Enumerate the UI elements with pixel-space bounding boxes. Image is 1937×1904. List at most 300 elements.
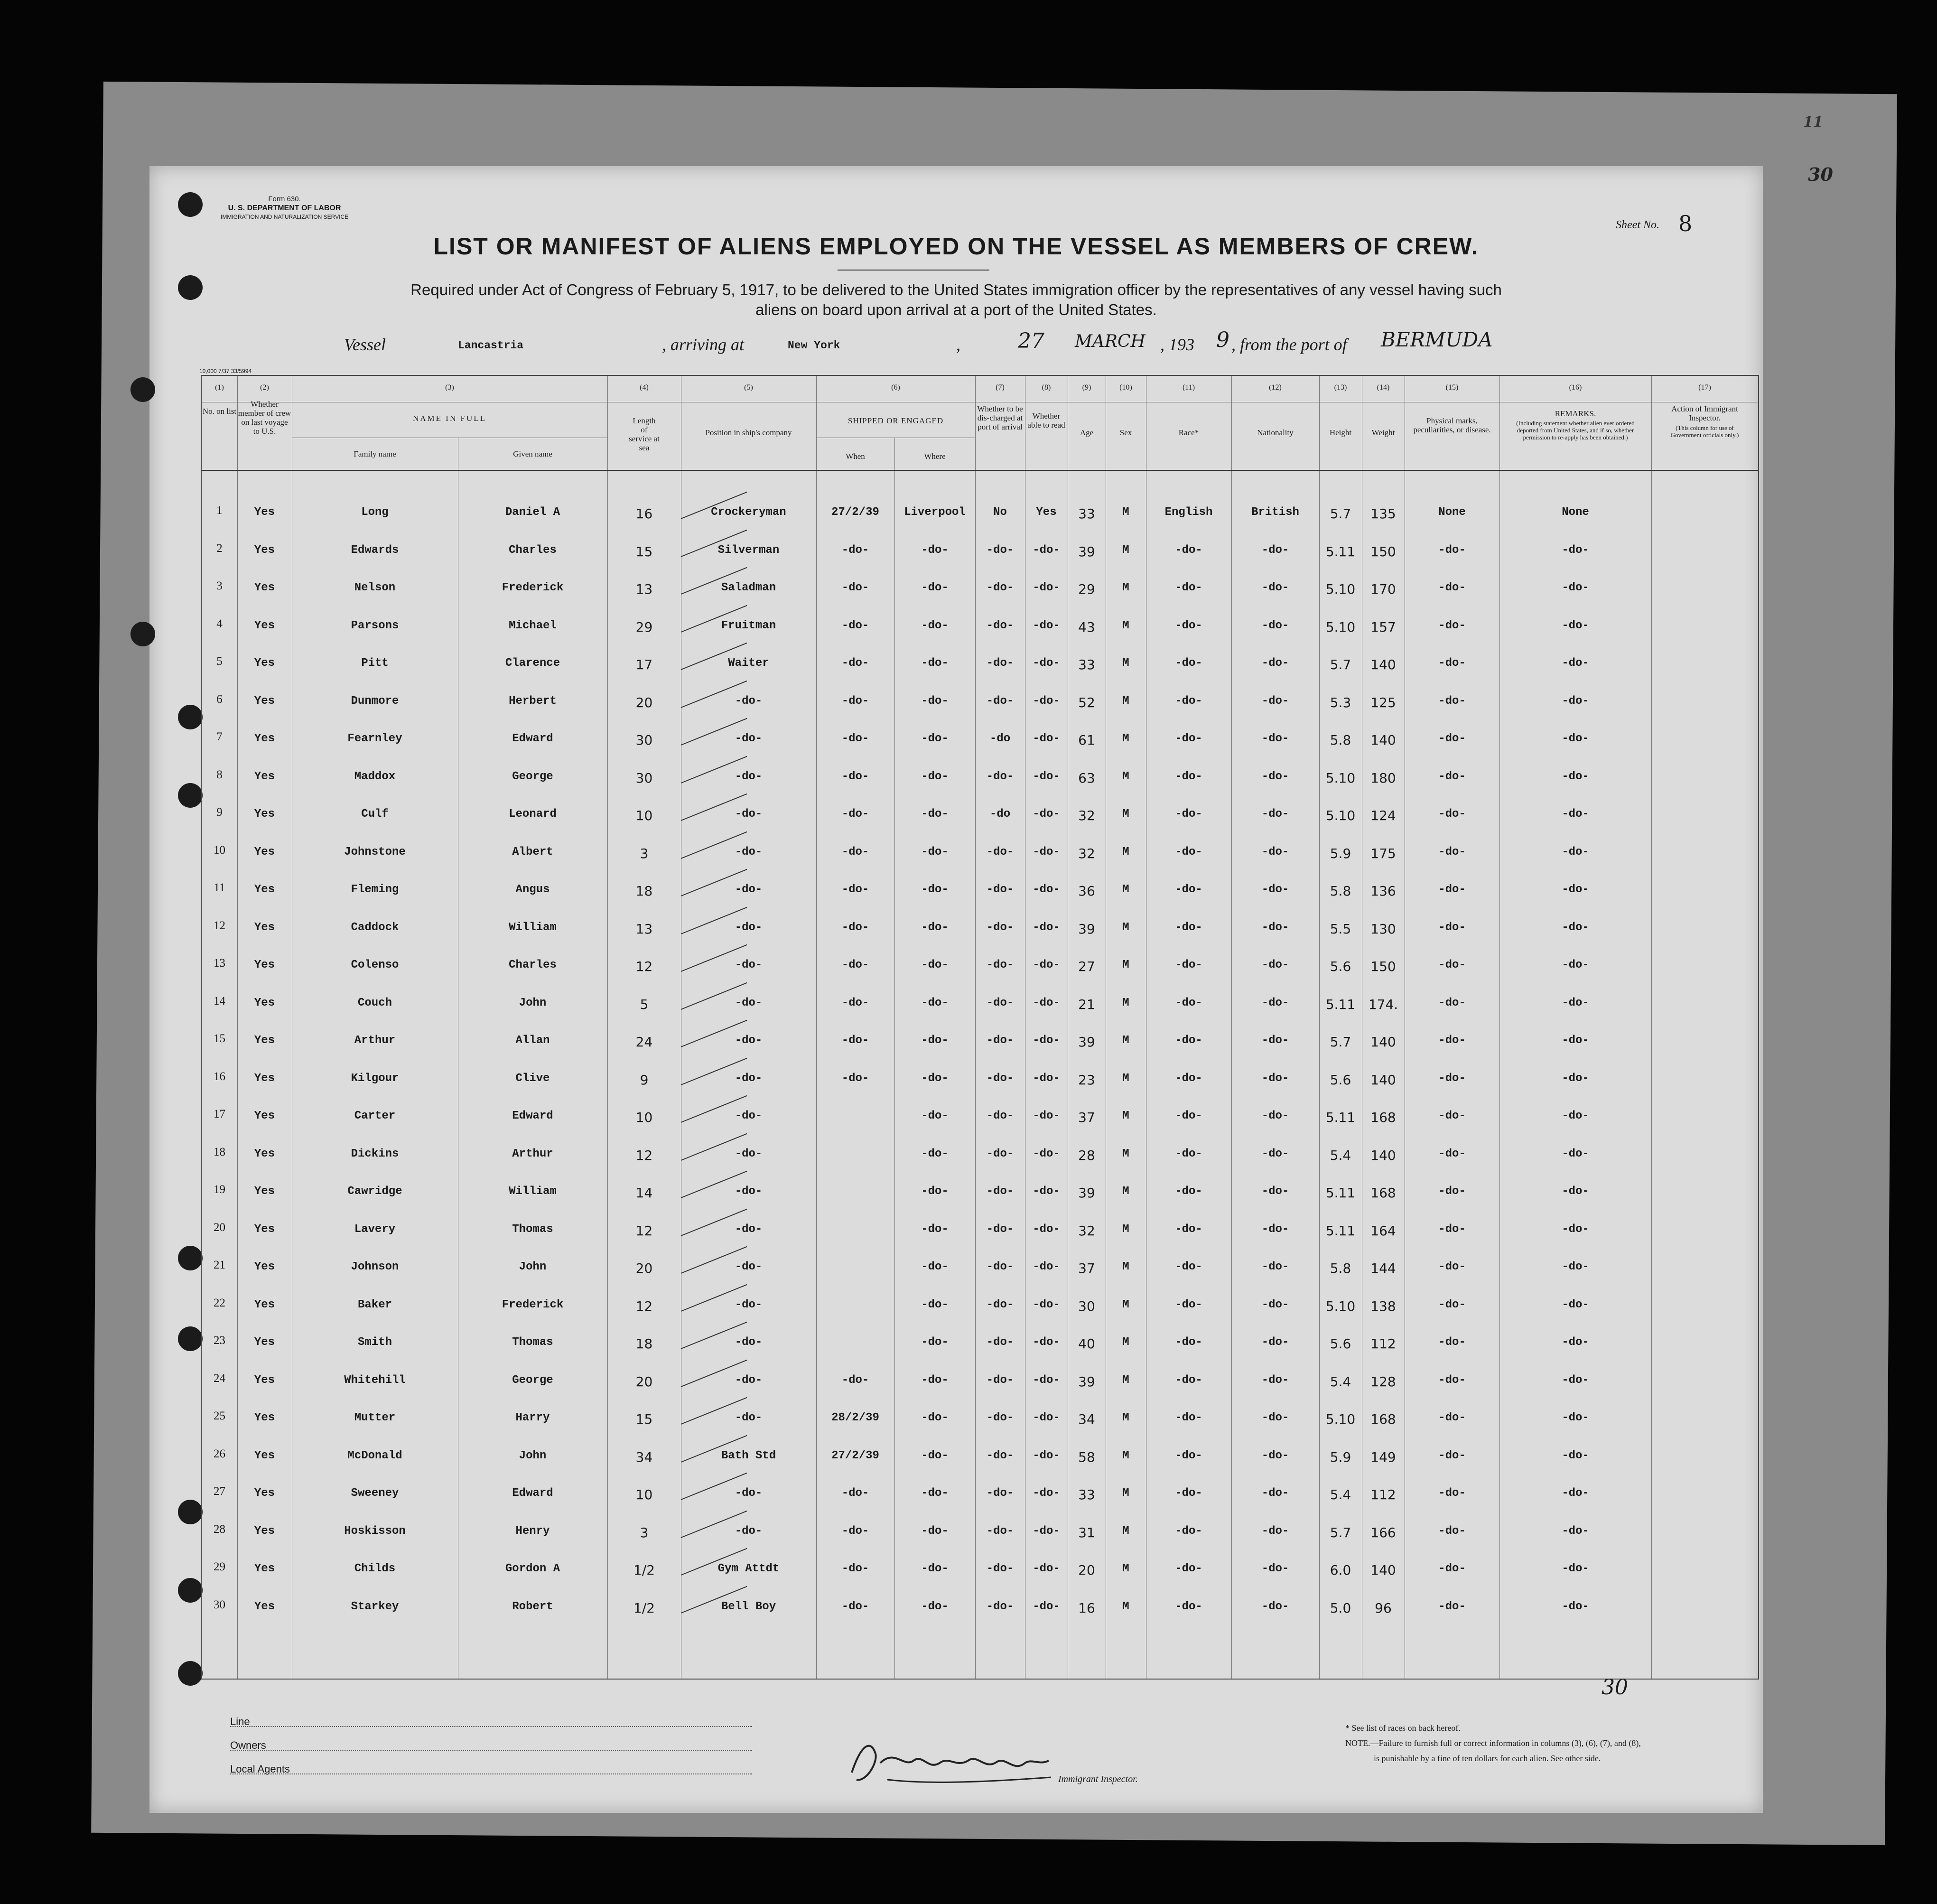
row-physical-marks: -do- — [1438, 1449, 1466, 1462]
row-age: 52 — [1078, 694, 1095, 710]
row-able-to-read: -do- — [1033, 1524, 1060, 1538]
row-number: 7 — [216, 730, 223, 743]
row-length-of-service: 13 — [635, 581, 653, 597]
row-sex: M — [1122, 770, 1129, 783]
row-age: 32 — [1078, 808, 1095, 823]
row-race: -do- — [1175, 1336, 1202, 1349]
table-row — [202, 1070, 1758, 1108]
table-row — [202, 1108, 1758, 1146]
row-length-of-service: 34 — [635, 1449, 653, 1465]
row-shipped-where: -do- — [921, 1487, 949, 1500]
row-member-yes: Yes — [254, 1411, 275, 1424]
row-height: 5.4 — [1330, 1147, 1351, 1163]
vessel-comma: , — [956, 335, 960, 354]
row-nationality: -do- — [1261, 1185, 1289, 1198]
arrival-port: New York — [788, 339, 840, 352]
row-member-yes: Yes — [254, 1487, 275, 1500]
row-discharged: -do- — [986, 1260, 1014, 1273]
row-race: -do- — [1175, 1298, 1202, 1311]
header-length-service: Length of service at sea — [629, 416, 660, 452]
row-remarks: -do- — [1562, 1185, 1589, 1198]
row-position: -do- — [735, 1223, 763, 1236]
row-weight: 144 — [1370, 1260, 1396, 1276]
row-shipped-where: -do- — [921, 1373, 949, 1387]
crew-table — [201, 375, 1759, 1680]
column-number: (10) — [1119, 383, 1132, 392]
row-shipped-where: -do- — [921, 1260, 949, 1273]
row-weight: 130 — [1370, 921, 1396, 937]
row-position: -do- — [735, 1072, 763, 1085]
row-able-to-read: -do- — [1033, 657, 1060, 670]
header-action-inspector: Action of Immigrant Inspector. — [1671, 404, 1738, 422]
row-position: -do- — [735, 732, 763, 745]
row-member-yes: Yes — [254, 1185, 275, 1198]
row-nationality: -do- — [1261, 1449, 1289, 1462]
row-weight: 140 — [1370, 657, 1396, 672]
row-race: -do- — [1175, 1034, 1202, 1047]
row-member-yes: Yes — [254, 1147, 275, 1160]
row-family-name: Mutter — [354, 1411, 396, 1424]
row-remarks: -do- — [1562, 996, 1589, 1009]
row-weight: 168 — [1370, 1110, 1396, 1125]
row-discharged: -do- — [986, 581, 1014, 594]
row-weight: 168 — [1370, 1411, 1396, 1427]
row-family-name: Couch — [357, 996, 392, 1009]
table-row — [202, 693, 1758, 731]
row-member-yes: Yes — [254, 1072, 275, 1085]
row-able-to-read: -do- — [1033, 1034, 1060, 1047]
row-family-name: Childs — [354, 1562, 396, 1575]
table-row — [202, 1032, 1758, 1070]
sheet-number — [1616, 208, 1693, 236]
row-age: 30 — [1078, 1298, 1095, 1314]
row-length-of-service: 12 — [635, 1223, 653, 1239]
table-row — [202, 1183, 1758, 1221]
table-row — [202, 957, 1758, 995]
row-remarks: -do- — [1562, 1034, 1589, 1047]
header-discharged: Whether to be dis-charged at port of arrival — [977, 404, 1023, 431]
row-shipped-when: -do- — [841, 581, 869, 594]
row-discharged: -do- — [986, 1298, 1014, 1311]
row-age: 36 — [1078, 883, 1095, 899]
row-discharged: -do- — [986, 657, 1014, 670]
row-discharged: -do- — [986, 1600, 1014, 1613]
header-remarks: REMARKS. — [1555, 409, 1596, 418]
row-shipped-when: -do- — [841, 657, 869, 670]
row-family-name: McDonald — [347, 1449, 402, 1462]
row-number: 3 — [216, 579, 223, 592]
row-race: -do- — [1175, 1411, 1202, 1424]
row-sex: M — [1122, 883, 1129, 896]
row-height: 5.6 — [1330, 959, 1351, 974]
row-length-of-service: 12 — [635, 1298, 653, 1314]
margin-number-c: 11 — [1803, 114, 1823, 131]
row-age: 39 — [1078, 1373, 1095, 1390]
footer-line-rule — [230, 1726, 752, 1727]
row-sex: M — [1122, 1336, 1129, 1349]
table-row — [202, 1485, 1758, 1523]
row-given-name: Robert — [512, 1600, 553, 1613]
row-length-of-service: 12 — [635, 959, 653, 974]
row-discharged: -do- — [986, 959, 1014, 971]
header-able-to-read: Whether able to read — [1027, 411, 1065, 429]
row-remarks: -do- — [1562, 619, 1589, 632]
punch-hole — [178, 1500, 203, 1524]
row-able-to-read: -do- — [1033, 921, 1060, 934]
arrival-month: MARCH — [1075, 332, 1145, 351]
row-number: 21 — [214, 1259, 225, 1271]
row-member-yes: Yes — [254, 1034, 275, 1047]
row-remarks: -do- — [1562, 543, 1589, 557]
row-physical-marks: -do- — [1438, 845, 1466, 859]
row-shipped-where: -do- — [921, 1110, 949, 1122]
row-shipped-where: -do- — [921, 1072, 949, 1085]
title-rule — [838, 270, 989, 271]
table-row — [202, 1297, 1758, 1335]
row-able-to-read: -do- — [1033, 1147, 1060, 1160]
row-race: -do- — [1175, 1524, 1202, 1538]
row-height: 5.3 — [1330, 694, 1351, 710]
row-age: 20 — [1078, 1562, 1095, 1578]
header-where: Where — [924, 452, 946, 461]
row-race: -do- — [1175, 845, 1202, 859]
row-nationality: -do- — [1261, 808, 1289, 821]
row-nationality: -do- — [1261, 1600, 1289, 1613]
row-race: -do- — [1175, 1147, 1202, 1160]
table-row — [202, 881, 1758, 919]
row-weight: 140 — [1370, 1072, 1396, 1088]
row-discharged: -do- — [986, 770, 1014, 783]
row-sex: M — [1122, 543, 1129, 557]
row-member-yes: Yes — [254, 1260, 275, 1273]
row-position: -do- — [735, 1298, 763, 1311]
row-age: 33 — [1078, 657, 1095, 672]
row-family-name: Cawridge — [347, 1185, 402, 1198]
row-given-name: Albert — [512, 845, 553, 859]
table-row — [202, 995, 1758, 1033]
row-nationality: -do- — [1261, 1562, 1289, 1575]
page-title: LIST OR MANIFEST OF ALIENS EMPLOYED ON THE VESSEL AS MEMBERS OF CREW. — [433, 233, 1479, 260]
vessel-line — [344, 328, 1578, 358]
table-row — [202, 579, 1758, 617]
row-weight: 112 — [1370, 1336, 1396, 1352]
row-shipped-where: -do- — [921, 1147, 949, 1160]
row-height: 5.7 — [1330, 1034, 1351, 1050]
row-height: 5.6 — [1330, 1072, 1351, 1088]
row-weight: 170 — [1370, 581, 1396, 597]
table-row — [202, 617, 1758, 655]
row-nationality: -do- — [1261, 1072, 1289, 1085]
row-given-name: Gordon A — [505, 1562, 560, 1575]
row-length-of-service: 18 — [635, 1336, 653, 1352]
row-physical-marks: -do- — [1438, 543, 1466, 557]
row-discharged: -do- — [986, 1110, 1014, 1122]
row-weight: 124 — [1370, 808, 1396, 823]
row-weight: 125 — [1370, 694, 1396, 710]
row-able-to-read: -do- — [1033, 694, 1060, 708]
row-shipped-where: -do- — [921, 1524, 949, 1538]
row-physical-marks: -do- — [1438, 1487, 1466, 1500]
row-family-name: Long — [361, 506, 389, 519]
header-given-name: Given name — [513, 449, 552, 458]
row-age: 33 — [1078, 1487, 1095, 1503]
inspector-signature — [842, 1735, 1056, 1787]
column-number: (17) — [1698, 383, 1711, 392]
row-number: 28 — [214, 1522, 225, 1536]
row-number: 13 — [214, 957, 225, 970]
row-shipped-where: -do- — [921, 1562, 949, 1575]
vessel-label: Vessel — [344, 335, 386, 354]
row-sex: M — [1122, 845, 1129, 859]
row-weight: 135 — [1370, 506, 1396, 522]
row-discharged: -do- — [986, 845, 1014, 859]
row-given-name: Charles — [509, 959, 557, 971]
row-length-of-service: 20 — [635, 1260, 653, 1276]
row-nationality: -do- — [1261, 657, 1289, 670]
table-row — [202, 730, 1758, 768]
sheet-label: Sheet No. — [1616, 219, 1659, 231]
row-number: 23 — [214, 1334, 225, 1347]
row-position: -do- — [735, 1336, 763, 1349]
row-sex: M — [1122, 921, 1129, 934]
row-height: 5.11 — [1325, 1223, 1356, 1239]
row-shipped-where: -do- — [921, 996, 949, 1009]
row-discharged: -do- — [986, 1373, 1014, 1387]
row-height: 5.11 — [1325, 1110, 1356, 1125]
row-length-of-service: 15 — [635, 1411, 653, 1427]
row-number: 24 — [214, 1372, 225, 1385]
row-discharged: -do- — [986, 1449, 1014, 1462]
row-shipped-where: -do- — [921, 921, 949, 934]
row-member-yes: Yes — [254, 694, 275, 708]
column-number: (6) — [891, 383, 900, 392]
row-weight: 166 — [1370, 1524, 1396, 1540]
row-position: -do- — [735, 1487, 763, 1500]
row-remarks: -do- — [1562, 921, 1589, 934]
sheet-value: 8 — [1678, 211, 1693, 236]
row-length-of-service: 16 — [635, 506, 653, 522]
row-age: 39 — [1078, 921, 1095, 937]
row-physical-marks: -do- — [1438, 996, 1466, 1009]
row-able-to-read: -do- — [1033, 1260, 1060, 1273]
arriving-label: , arriving at — [662, 335, 745, 354]
footer-owners-label: Owners — [230, 1739, 266, 1751]
row-weight: 164 — [1370, 1223, 1396, 1239]
row-given-name: Frederick — [502, 581, 564, 594]
row-family-name: Lavery — [354, 1223, 396, 1236]
row-member-yes: Yes — [254, 543, 275, 557]
footer-agents-label: Local Agents — [230, 1763, 290, 1775]
row-shipped-when: -do- — [841, 959, 869, 971]
row-shipped-where: Liverpool — [904, 506, 966, 519]
row-member-yes: Yes — [254, 1110, 275, 1122]
row-sex: M — [1122, 959, 1129, 971]
arrival-day: 27 — [1018, 329, 1044, 353]
row-member-yes: Yes — [254, 506, 275, 519]
footnote-penalty-cont: is punishable by a fine of ten dollars for each alien. See other side. — [1374, 1754, 1601, 1763]
row-shipped-when: -do- — [841, 770, 869, 783]
row-remarks: -do- — [1562, 1487, 1589, 1500]
table-row — [202, 504, 1758, 542]
row-race: -do- — [1175, 1260, 1202, 1273]
row-discharged: No — [993, 506, 1007, 519]
row-race: -do- — [1175, 1185, 1202, 1198]
row-sex: M — [1122, 694, 1129, 708]
row-able-to-read: -do- — [1033, 1298, 1060, 1311]
row-family-name: Fleming — [351, 883, 399, 896]
row-age: 39 — [1078, 543, 1095, 560]
row-nationality: -do- — [1261, 1223, 1289, 1236]
row-discharged: -do- — [986, 1072, 1014, 1085]
column-number: (1) — [215, 383, 224, 392]
row-race: -do- — [1175, 808, 1202, 821]
row-position: -do- — [735, 1110, 763, 1122]
column-number: (12) — [1269, 383, 1282, 392]
column-number: (13) — [1334, 383, 1347, 392]
row-length-of-service: 3 — [640, 845, 649, 861]
row-discharged: -do- — [986, 1147, 1014, 1160]
header-sex: Sex — [1119, 428, 1132, 437]
punch-hole — [178, 783, 203, 808]
row-discharged: -do- — [986, 996, 1014, 1009]
row-given-name: Clarence — [505, 657, 560, 670]
row-nationality: -do- — [1261, 1147, 1289, 1160]
row-race: -do- — [1175, 1373, 1202, 1387]
row-age: 39 — [1078, 1034, 1095, 1050]
row-weight: 174. — [1368, 996, 1398, 1012]
row-height: 5.7 — [1330, 1524, 1351, 1540]
row-discharged: -do- — [986, 883, 1014, 896]
row-number: 27 — [214, 1485, 225, 1498]
row-shipped-when: -do- — [841, 996, 869, 1009]
row-weight: 149 — [1370, 1449, 1396, 1465]
row-discharged: -do- — [986, 1562, 1014, 1575]
row-shipped-where: -do- — [921, 808, 949, 821]
row-family-name: Maddox — [354, 770, 396, 783]
row-shipped-where: -do- — [921, 694, 949, 708]
row-shipped-where: -do- — [921, 1185, 949, 1198]
row-race: -do- — [1175, 543, 1202, 557]
row-remarks: -do- — [1562, 1524, 1589, 1538]
row-nationality: -do- — [1261, 845, 1289, 859]
row-physical-marks: -do- — [1438, 1110, 1466, 1122]
margin-number-a: 30 — [1808, 164, 1833, 185]
row-nationality: -do- — [1261, 996, 1289, 1009]
row-physical-marks: -do- — [1438, 1260, 1466, 1273]
row-physical-marks: -do- — [1438, 1411, 1466, 1424]
row-given-name: Edward — [512, 1487, 553, 1500]
row-able-to-read: -do- — [1033, 883, 1060, 896]
row-nationality: -do- — [1261, 1110, 1289, 1122]
row-family-name: Johnstone — [344, 845, 406, 859]
row-race: -do- — [1175, 921, 1202, 934]
row-length-of-service: 10 — [635, 1487, 653, 1503]
table-row — [202, 1334, 1758, 1372]
year-prefix: , 193 — [1160, 335, 1194, 354]
row-length-of-service: 18 — [635, 883, 653, 899]
row-height: 5.10 — [1325, 1298, 1356, 1314]
row-physical-marks: -do- — [1438, 770, 1466, 783]
row-sex: M — [1122, 1072, 1129, 1085]
row-physical-marks: -do- — [1438, 808, 1466, 821]
row-position: Crockeryman — [711, 506, 786, 519]
row-shipped-when: -do- — [841, 808, 869, 821]
header-action-note: (This column for use of Government officials only.) — [1670, 424, 1739, 439]
table-row — [202, 1523, 1758, 1561]
row-physical-marks: -do- — [1438, 1298, 1466, 1311]
row-shipped-where: -do- — [921, 1034, 949, 1047]
row-number: 5 — [216, 655, 223, 668]
row-age: 31 — [1078, 1524, 1095, 1540]
row-given-name: Arthur — [512, 1147, 553, 1160]
row-physical-marks: -do- — [1438, 657, 1466, 670]
table-row — [202, 542, 1758, 580]
row-number: 18 — [214, 1145, 225, 1158]
row-remarks: -do- — [1562, 1600, 1589, 1613]
row-member-yes: Yes — [254, 1223, 275, 1236]
row-position: -do- — [735, 1524, 763, 1538]
row-sex: M — [1122, 1449, 1129, 1462]
year-digit: 9 — [1216, 328, 1229, 352]
row-shipped-where: -do- — [921, 1298, 949, 1311]
row-member-yes: Yes — [254, 808, 275, 821]
header-weight: Weight — [1371, 428, 1395, 437]
row-shipped-when: -do- — [841, 1600, 869, 1613]
row-shipped-when: -do- — [841, 1562, 869, 1575]
table-row — [202, 768, 1758, 806]
row-height: 5.7 — [1330, 506, 1351, 522]
row-shipped-when: -do- — [841, 1524, 869, 1538]
row-position: Saladman — [721, 581, 776, 594]
row-remarks: -do- — [1562, 808, 1589, 821]
row-physical-marks: -do- — [1438, 619, 1466, 632]
row-length-of-service: 1/2 — [633, 1562, 655, 1578]
row-age: 37 — [1078, 1260, 1095, 1276]
row-sex: M — [1122, 1524, 1129, 1538]
row-family-name: Sweeney — [351, 1487, 399, 1500]
row-member-yes: Yes — [254, 883, 275, 896]
table-row — [202, 844, 1758, 882]
row-nationality: -do- — [1261, 694, 1289, 708]
row-shipped-where: -do- — [921, 657, 949, 670]
row-height: 5.4 — [1330, 1373, 1351, 1390]
row-given-name: Herbert — [509, 694, 557, 708]
form-identifier — [221, 195, 348, 222]
row-given-name: Leonard — [509, 808, 557, 821]
row-position: -do- — [735, 996, 763, 1009]
row-nationality: -do- — [1261, 1411, 1289, 1424]
row-sex: M — [1122, 506, 1129, 519]
row-able-to-read: -do- — [1033, 543, 1060, 557]
punch-hole — [130, 377, 155, 402]
row-member-yes: Yes — [254, 732, 275, 745]
row-member-yes: Yes — [254, 1562, 275, 1575]
table-row — [202, 655, 1758, 693]
row-given-name: Charles — [509, 543, 557, 557]
row-given-name: Edward — [512, 732, 553, 745]
row-race: -do- — [1175, 1487, 1202, 1500]
row-number: 22 — [214, 1296, 225, 1309]
row-member-yes: Yes — [254, 1449, 275, 1462]
row-family-name: Pitt — [361, 657, 389, 670]
row-position: -do- — [735, 808, 763, 821]
row-position: Fruitman — [721, 619, 776, 632]
row-able-to-read: -do- — [1033, 770, 1060, 783]
punch-hole — [178, 1326, 203, 1351]
row-position: Gym Attdt — [717, 1562, 780, 1575]
row-height: 5.10 — [1325, 808, 1356, 823]
row-shipped-when: -do- — [841, 1034, 869, 1047]
